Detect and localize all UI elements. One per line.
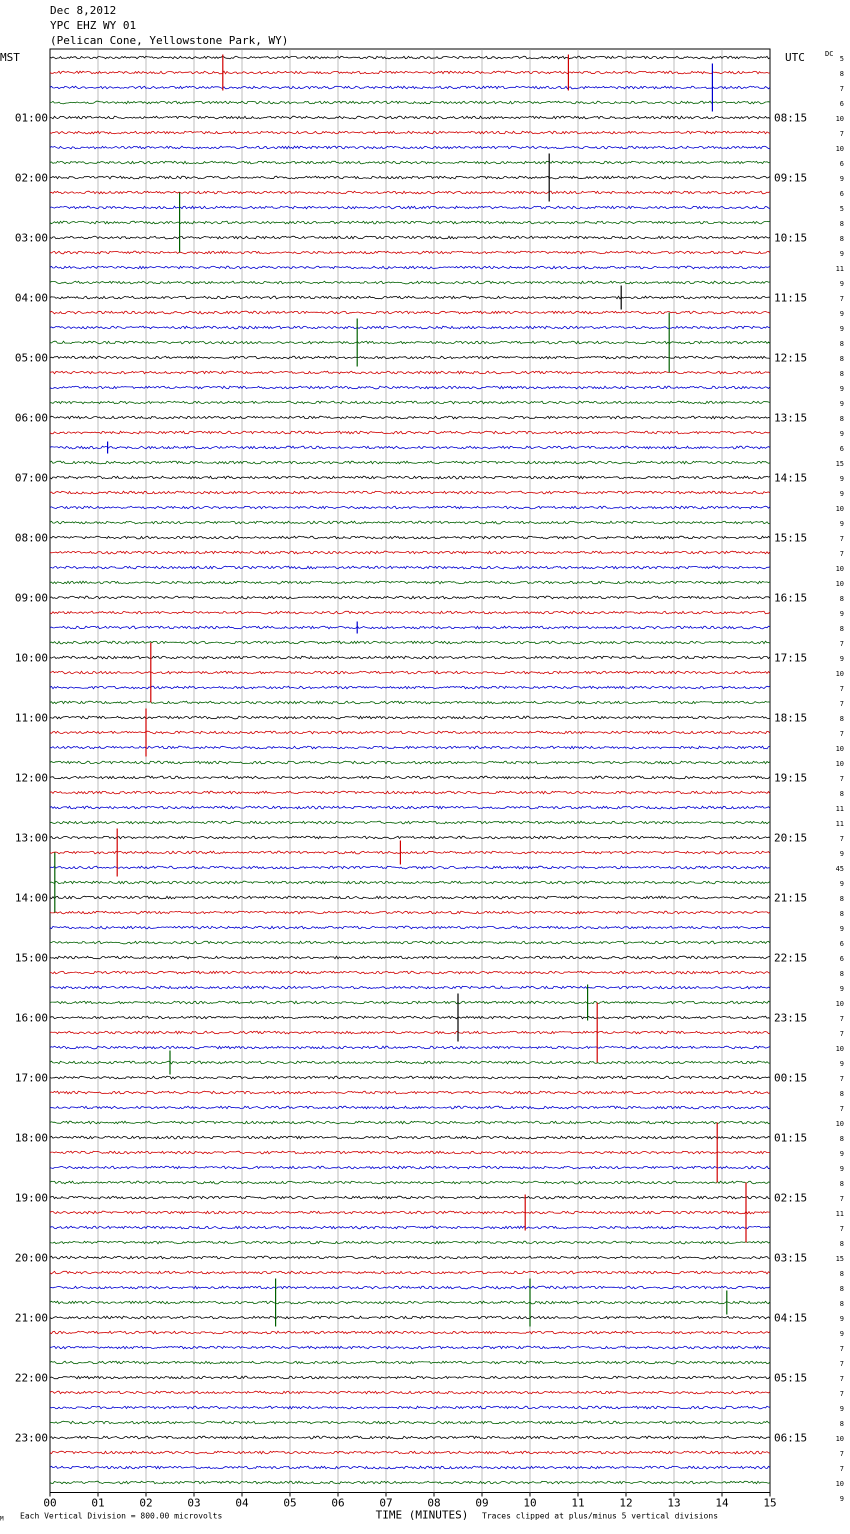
trace-row xyxy=(50,836,770,839)
left-hour-label: 22:00 xyxy=(14,1371,48,1385)
trace-row xyxy=(50,686,770,689)
dc-offset-value: 7 xyxy=(839,685,844,693)
dc-offset-value: 9 xyxy=(839,1150,844,1158)
right-hour-label: 17:15 xyxy=(774,651,808,665)
trace-row xyxy=(50,1451,770,1454)
dc-offset-value: 9 xyxy=(839,1060,844,1068)
left-hour-label: 14:00 xyxy=(14,891,48,905)
dc-offset-value: 8 xyxy=(839,1270,844,1278)
dc-offset-value: 8 xyxy=(839,340,844,348)
trace-row xyxy=(50,281,770,284)
x-tick-label: 14 xyxy=(715,1496,729,1510)
clip-note: Traces clipped at plus/minus 5 vertical divisions xyxy=(482,1511,719,1521)
right-hour-label: 19:15 xyxy=(774,771,808,785)
dc-offset-value: 9 xyxy=(839,985,844,993)
dc-offset-value: 8 xyxy=(839,625,844,633)
dc-offset-value: 8 xyxy=(839,790,844,798)
trace-row xyxy=(50,1196,770,1199)
trace-row xyxy=(50,881,770,884)
dc-offset-value: 6 xyxy=(839,940,844,948)
left-hour-label: 16:00 xyxy=(14,1011,48,1025)
dc-offset-value: 8 xyxy=(839,220,844,228)
x-tick-label: 04 xyxy=(235,1496,249,1510)
dc-offset-value: 7 xyxy=(839,835,844,843)
left-hour-label: 04:00 xyxy=(14,291,48,305)
right-hour-label: 10:15 xyxy=(774,231,808,245)
x-axis-title: TIME (MINUTES) xyxy=(375,1508,469,1522)
trace-row xyxy=(50,1181,770,1184)
trace-row xyxy=(50,746,770,749)
trace-row xyxy=(50,476,770,479)
dc-offset-value: 7 xyxy=(839,550,844,558)
trace-row xyxy=(50,1466,770,1469)
dc-label: DC xyxy=(825,50,834,58)
dc-offset-value: 9 xyxy=(839,400,844,408)
dc-offset-value: 8 xyxy=(839,910,844,918)
x-tick-label: 03 xyxy=(187,1496,201,1510)
trace-row xyxy=(50,851,770,854)
right-hour-label: 00:15 xyxy=(774,1071,808,1085)
trace-row xyxy=(50,731,770,734)
dc-offset-value: 6 xyxy=(839,160,844,168)
dc-offset-value: 7 xyxy=(839,1360,844,1368)
dc-offset-value: 10 xyxy=(835,565,844,573)
trace-row xyxy=(50,1331,770,1334)
trace-row xyxy=(50,401,770,404)
trace-row xyxy=(50,1091,770,1094)
dc-offset-value: 7 xyxy=(839,1075,844,1083)
right-hour-label: 11:15 xyxy=(774,291,808,305)
right-hour-label: 14:15 xyxy=(774,471,808,485)
dc-offset-value: 8 xyxy=(839,895,844,903)
dc-offset-value: 9 xyxy=(839,1330,844,1338)
dc-offset-value: 7 xyxy=(839,535,844,543)
right-hour-label: 20:15 xyxy=(774,831,808,845)
trace-row xyxy=(50,1436,770,1439)
dc-offset-value: 11 xyxy=(835,265,844,273)
x-tick-label: 12 xyxy=(619,1496,633,1510)
dc-offset-value: 8 xyxy=(839,1090,844,1098)
trace-row xyxy=(50,1271,770,1274)
dc-offset-value: 10 xyxy=(835,580,844,588)
x-tick-label: 00 xyxy=(43,1496,57,1510)
dc-offset-value: 9 xyxy=(839,250,844,258)
trace-row xyxy=(50,986,770,989)
dc-offset-value: 7 xyxy=(839,1390,844,1398)
trace-row xyxy=(50,341,770,344)
trace-row xyxy=(50,146,770,149)
trace-row xyxy=(50,761,770,764)
right-hour-label: 16:15 xyxy=(774,591,808,605)
left-hour-label: 11:00 xyxy=(14,711,48,725)
trace-row xyxy=(50,1046,770,1049)
dc-offset-value: 9 xyxy=(839,1405,844,1413)
dc-offset-value: 8 xyxy=(839,1135,844,1143)
x-tick-label: 15 xyxy=(763,1496,777,1510)
trace-row xyxy=(50,896,770,899)
left-hour-label: 18:00 xyxy=(14,1131,48,1145)
dc-offset-value: 8 xyxy=(839,1300,844,1308)
corner-mark: M xyxy=(0,1515,4,1523)
right-hour-label: 15:15 xyxy=(774,531,808,545)
trace-row xyxy=(50,1241,770,1244)
dc-offset-value: 7 xyxy=(839,640,844,648)
right-timezone-label: UTC xyxy=(785,51,805,64)
x-tick-label: 09 xyxy=(475,1496,489,1510)
trace-row xyxy=(50,536,770,539)
trace-row xyxy=(50,296,770,299)
trace-row xyxy=(50,656,770,659)
plot-date: Dec 8,2012 xyxy=(50,4,117,17)
trace-row xyxy=(50,71,770,74)
dc-offset-value: 11 xyxy=(835,1210,844,1218)
dc-offset-value: 10 xyxy=(835,1435,844,1443)
trace-row xyxy=(50,1316,770,1319)
dc-offset-value: 9 xyxy=(839,520,844,528)
trace-row xyxy=(50,416,770,419)
dc-offset-value: 8 xyxy=(839,970,844,978)
left-hour-label: 08:00 xyxy=(14,531,48,545)
dc-offset-value: 9 xyxy=(839,880,844,888)
trace-row xyxy=(50,1376,770,1379)
dc-offset-value: 7 xyxy=(839,1375,844,1383)
dc-offset-value: 7 xyxy=(839,730,844,738)
dc-offset-value: 10 xyxy=(835,1480,844,1488)
x-tick-label: 08 xyxy=(427,1496,441,1510)
trace-row xyxy=(50,596,770,599)
dc-offset-value: 7 xyxy=(839,1465,844,1473)
dc-offset-value: 9 xyxy=(839,850,844,858)
dc-offset-value: 9 xyxy=(839,490,844,498)
left-hour-label: 21:00 xyxy=(14,1311,48,1325)
dc-offset-value: 5 xyxy=(839,55,844,63)
dc-offset-value: 9 xyxy=(839,475,844,483)
dc-offset-value: 10 xyxy=(835,1000,844,1008)
dc-offset-value: 6 xyxy=(839,955,844,963)
trace-row xyxy=(50,266,770,269)
trace-row xyxy=(50,251,770,254)
dc-offset-value: 8 xyxy=(839,355,844,363)
trace-row xyxy=(50,551,770,554)
x-tick-label: 01 xyxy=(91,1496,105,1510)
trace-row xyxy=(50,866,770,869)
dc-offset-value: 9 xyxy=(839,610,844,618)
right-hour-label: 08:15 xyxy=(774,111,808,125)
trace-row xyxy=(50,791,770,794)
dc-offset-value: 8 xyxy=(839,1180,844,1188)
trace-row xyxy=(50,1136,770,1139)
trace-row xyxy=(50,1346,770,1349)
trace-row xyxy=(50,86,770,89)
right-hour-label: 05:15 xyxy=(774,1371,808,1385)
dc-offset-value: 8 xyxy=(839,70,844,78)
trace-row xyxy=(50,1286,770,1289)
trace-row xyxy=(50,941,770,944)
dc-offset-value: 8 xyxy=(839,370,844,378)
x-tick-label: 07 xyxy=(379,1496,393,1510)
right-hour-label: 02:15 xyxy=(774,1191,808,1205)
trace-row xyxy=(50,311,770,314)
trace-row xyxy=(50,431,770,434)
dc-offset-value: 11 xyxy=(835,805,844,813)
trace-row xyxy=(50,626,770,629)
trace-row xyxy=(50,161,770,164)
trace-row xyxy=(50,56,770,59)
dc-offset-value: 7 xyxy=(839,295,844,303)
dc-offset-value: 10 xyxy=(835,1120,844,1128)
dc-offset-value: 8 xyxy=(839,415,844,423)
trace-row xyxy=(50,461,770,464)
left-timezone-label: MST xyxy=(0,51,20,64)
trace-row xyxy=(50,1406,770,1409)
trace-row xyxy=(50,236,770,239)
trace-row xyxy=(50,581,770,584)
scale-note: Each Vertical Division = 800.00 microvolts xyxy=(20,1511,223,1521)
x-tick-label: 06 xyxy=(331,1496,345,1510)
left-hour-label: 12:00 xyxy=(14,771,48,785)
trace-row xyxy=(50,221,770,224)
left-hour-label: 09:00 xyxy=(14,591,48,605)
dc-offset-value: 8 xyxy=(839,715,844,723)
right-hour-label: 09:15 xyxy=(774,171,808,185)
dc-offset-value: 9 xyxy=(839,385,844,393)
trace-row xyxy=(50,1076,770,1079)
dc-offset-value: 10 xyxy=(835,145,844,153)
dc-offset-value: 8 xyxy=(839,235,844,243)
trace-row xyxy=(50,521,770,524)
trace-row xyxy=(50,956,770,959)
dc-offset-value: 9 xyxy=(839,325,844,333)
left-hour-label: 05:00 xyxy=(14,351,48,365)
trace-row xyxy=(50,1391,770,1394)
dc-offset-value: 9 xyxy=(839,1315,844,1323)
left-hour-label: 02:00 xyxy=(14,171,48,185)
dc-offset-value: 11 xyxy=(835,820,844,828)
dc-offset-value: 8 xyxy=(839,1240,844,1248)
station-location: (Pelican Cone, Yellowstone Park, WY) xyxy=(50,34,289,47)
dc-offset-value: 7 xyxy=(839,1030,844,1038)
right-hour-label: 21:15 xyxy=(774,891,808,905)
dc-offset-value: 10 xyxy=(835,745,844,753)
trace-row xyxy=(50,1166,770,1169)
trace-row xyxy=(50,926,770,929)
x-tick-label: 13 xyxy=(667,1496,681,1510)
trace-row xyxy=(50,506,770,509)
trace-row xyxy=(50,326,770,329)
trace-row xyxy=(50,131,770,134)
plot-frame xyxy=(50,49,770,1493)
right-hour-label: 01:15 xyxy=(774,1131,808,1145)
dc-offset-value: 9 xyxy=(839,925,844,933)
left-hour-label: 03:00 xyxy=(14,231,48,245)
x-tick-label: 02 xyxy=(139,1496,153,1510)
station-code: YPC EHZ WY 01 xyxy=(50,19,137,32)
left-hour-label: 06:00 xyxy=(14,411,48,425)
dc-offset-value: 8 xyxy=(839,1420,844,1428)
trace-row xyxy=(50,491,770,494)
trace-row xyxy=(50,1481,770,1484)
trace-row xyxy=(50,776,770,779)
dc-offset-value: 9 xyxy=(839,280,844,288)
left-hour-label: 07:00 xyxy=(14,471,48,485)
trace-row xyxy=(50,701,770,704)
dc-offset-value: 10 xyxy=(835,115,844,123)
trace-row xyxy=(50,446,770,449)
dc-offset-value: 45 xyxy=(835,865,844,873)
dc-offset-value: 7 xyxy=(839,130,844,138)
dc-offset-value: 7 xyxy=(839,1225,844,1233)
right-hour-label: 13:15 xyxy=(774,411,808,425)
trace-row xyxy=(50,806,770,809)
trace-row xyxy=(50,1256,770,1259)
trace-row xyxy=(50,1061,770,1064)
trace-row xyxy=(50,1016,770,1019)
trace-row xyxy=(50,611,770,614)
left-hour-label: 20:00 xyxy=(14,1251,48,1265)
dc-offset-value: 10 xyxy=(835,505,844,513)
trace-row xyxy=(50,641,770,644)
dc-offset-value: 10 xyxy=(835,1045,844,1053)
right-hour-label: 18:15 xyxy=(774,711,808,725)
trace-row xyxy=(50,911,770,914)
trace-row xyxy=(50,386,770,389)
dc-offset-value: 15 xyxy=(835,460,844,468)
trace-row xyxy=(50,1211,770,1214)
right-hour-label: 22:15 xyxy=(774,951,808,965)
trace-row xyxy=(50,176,770,179)
trace-row xyxy=(50,671,770,674)
dc-offset-value: 5 xyxy=(839,205,844,213)
dc-offset-value: 9 xyxy=(839,1165,844,1173)
left-hour-label: 23:00 xyxy=(14,1431,48,1445)
right-hour-label: 03:15 xyxy=(774,1251,808,1265)
dc-offset-value: 8 xyxy=(839,595,844,603)
trace-row xyxy=(50,1361,770,1364)
dc-offset-value: 6 xyxy=(839,100,844,108)
dc-offset-value: 10 xyxy=(835,670,844,678)
x-tick-label: 10 xyxy=(523,1496,537,1510)
trace-row xyxy=(50,821,770,824)
left-hour-label: 15:00 xyxy=(14,951,48,965)
right-hour-label: 23:15 xyxy=(774,1011,808,1025)
x-tick-label: 05 xyxy=(283,1496,297,1510)
right-hour-label: 04:15 xyxy=(774,1311,808,1325)
trace-row xyxy=(50,191,770,194)
right-hour-label: 12:15 xyxy=(774,351,808,365)
trace-row xyxy=(50,971,770,974)
dc-offset-value: 7 xyxy=(839,1105,844,1113)
dc-offset-value: 15 xyxy=(835,1255,844,1263)
dc-offset-value: 9 xyxy=(839,310,844,318)
left-hour-label: 19:00 xyxy=(14,1191,48,1205)
right-hour-label: 06:15 xyxy=(774,1431,808,1445)
trace-row xyxy=(50,101,770,104)
trace-row xyxy=(50,716,770,719)
dc-offset-value: 9 xyxy=(839,175,844,183)
trace-row xyxy=(50,1151,770,1154)
trace-row xyxy=(50,356,770,359)
dc-offset-value: 6 xyxy=(839,445,844,453)
dc-offset-value: 7 xyxy=(839,85,844,93)
dc-offset-value: 9 xyxy=(839,1495,844,1503)
trace-row xyxy=(50,1106,770,1109)
dc-offset-value: 7 xyxy=(839,1015,844,1023)
dc-offset-value: 7 xyxy=(839,1450,844,1458)
dc-offset-value: 7 xyxy=(839,1345,844,1353)
dc-offset-value: 10 xyxy=(835,760,844,768)
trace-row xyxy=(50,566,770,569)
left-hour-label: 13:00 xyxy=(14,831,48,845)
left-hour-label: 10:00 xyxy=(14,651,48,665)
trace-row xyxy=(50,1301,770,1304)
dc-offset-value: 7 xyxy=(839,1195,844,1203)
trace-row xyxy=(50,1031,770,1034)
trace-row xyxy=(50,371,770,374)
left-hour-label: 17:00 xyxy=(14,1071,48,1085)
trace-row xyxy=(50,1001,770,1004)
trace-row xyxy=(50,1421,770,1424)
dc-offset-value: 9 xyxy=(839,430,844,438)
dc-offset-value: 7 xyxy=(839,775,844,783)
trace-row xyxy=(50,116,770,119)
dc-offset-value: 9 xyxy=(839,655,844,663)
left-hour-label: 01:00 xyxy=(14,111,48,125)
trace-row xyxy=(50,1121,770,1124)
x-tick-label: 11 xyxy=(571,1496,585,1510)
dc-offset-value: 6 xyxy=(839,190,844,198)
trace-row xyxy=(50,1226,770,1229)
dc-offset-value: 8 xyxy=(839,1285,844,1293)
dc-offset-value: 7 xyxy=(839,700,844,708)
trace-row xyxy=(50,206,770,209)
